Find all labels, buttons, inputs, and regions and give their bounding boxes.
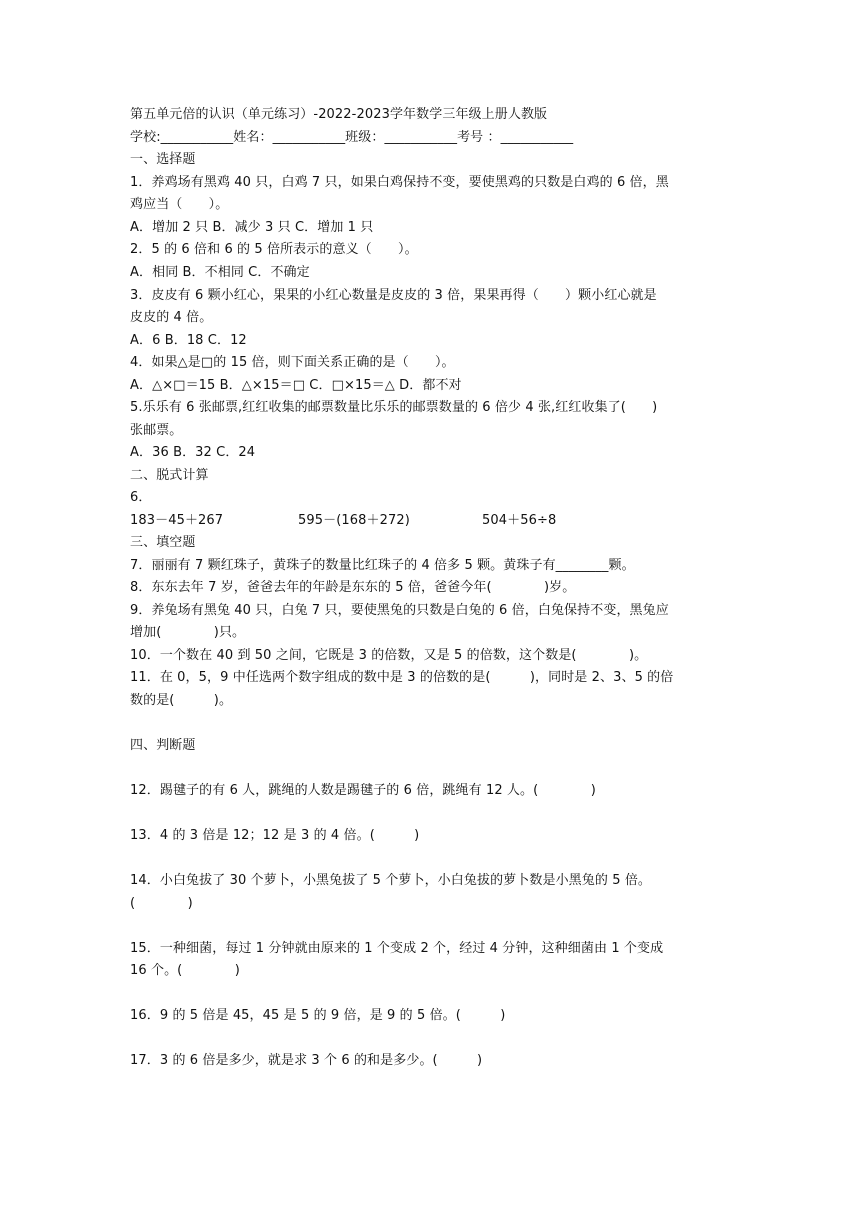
student-info-line: 学校:___________姓名：___________班级：___________考号 ：___________ bbox=[130, 130, 574, 145]
section-heading-true-false: 四、判断题 bbox=[130, 738, 196, 753]
question-5-options: A．36 B．32 C．24 bbox=[130, 445, 256, 460]
question-1-line-2: 鸡应当（ ）。 bbox=[130, 197, 229, 212]
question-12: 12．踢毽子的有 6 人，跳绳的人数是踢毽子的 6 倍，跳绳有 12 人。( ) bbox=[130, 783, 596, 798]
question-5-line-2: 张邮票。 bbox=[130, 423, 183, 438]
question-10: 10．一个数在 40 到 50 之间，它既是 3 的倍数，又是 5 的倍数，这个数是( )。 bbox=[130, 648, 648, 663]
question-13: 13．4 的 3 倍是 12；12 是 3 的 4 倍。( ) bbox=[130, 828, 420, 843]
question-14-line-1: 14．小白兔拔了 30 个萝卜，小黑兔拔了 5 个萝卜，小白兔拔的萝卜数是小黑兔的 5 倍。 bbox=[130, 873, 652, 888]
question-6-label: 6． bbox=[130, 490, 152, 505]
question-8: 8．东东去年 7 岁，爸爸去年的年龄是东东的 5 倍，爸爸今年( )岁。 bbox=[130, 580, 576, 595]
section-heading-calculation: 二、脱式计算 bbox=[130, 468, 209, 483]
question-4-line-1: 4．如果△是□的 15 倍，则下面关系正确的是（ ）。 bbox=[130, 355, 455, 370]
question-11-line-1: 11．在 0，5，9 中任选两个数字组成的数中是 3 的倍数的是( )，同时是 2、3、5 的倍 bbox=[130, 670, 674, 685]
question-9-line-2: 增加( )只。 bbox=[130, 625, 246, 640]
section-heading-choice: 一、选择题 bbox=[130, 152, 196, 167]
question-6-expression-1: 183－45＋267 bbox=[130, 513, 224, 528]
question-3-line-1: 3．皮皮有 6 颗小红心，果果的小红心数量是皮皮的 3 倍，果果再得（ ）颗小红心就是 bbox=[130, 288, 657, 303]
question-11-line-2: 数的是( )。 bbox=[130, 693, 233, 708]
question-14-line-2: ( ) bbox=[130, 896, 193, 911]
question-2-options: A．相同 B．不相同 C．不确定 bbox=[130, 265, 310, 280]
question-3-options: A．6 B．18 C．12 bbox=[130, 333, 247, 348]
question-5-line-1: 5.乐乐有 6 张邮票,红红收集的邮票数量比乐乐的邮票数量的 6 倍少 4 张,红红收集了( ) bbox=[130, 400, 658, 415]
question-2-line-1: 2．5 的 6 倍和 6 的 5 倍所表示的意义（ ）。 bbox=[130, 242, 418, 257]
question-3-line-2: 皮皮的 4 倍。 bbox=[130, 310, 213, 325]
question-16: 16．9 的 5 倍是 45，45 是 5 的 9 倍，是 9 的 5 倍。( ) bbox=[130, 1008, 506, 1023]
question-6-expression-3: 504＋56÷8 bbox=[482, 513, 557, 528]
question-15-line-1: 15．一种细菌，每过 1 分钟就由原来的 1 个变成 2 个，经过 4 分钟，这种细菌由 1 个变成 bbox=[130, 941, 664, 956]
question-7: 7．丽丽有 7 颗红珠子，黄珠子的数量比红珠子的 4 倍多 5 颗。黄珠子有________颗。 bbox=[130, 558, 635, 573]
doc-title: 第五单元倍的认识（单元练习）-2022-2023学年数学三年级上册人教版 bbox=[130, 107, 548, 122]
section-heading-fill-in: 三、填空题 bbox=[130, 535, 196, 550]
question-6-expression-2: 595－(168＋272) bbox=[298, 513, 410, 528]
question-1-options: A．增加 2 只 B．减少 3 只 C．增加 1 只 bbox=[130, 220, 374, 235]
question-9-line-1: 9．养兔场有黑兔 40 只，白兔 7 只，要使黑兔的只数是白兔的 6 倍，白兔保持不变，黑兔应 bbox=[130, 603, 669, 618]
question-1-line-1: 1．养鸡场有黑鸡 40 只，白鸡 7 只，如果白鸡保持不变，要使黑鸡的只数是白鸡的 6 倍，黑 bbox=[130, 175, 669, 190]
question-15-line-2: 16 个。( ) bbox=[130, 963, 240, 978]
question-17: 17．3 的 6 倍是多少，就是求 3 个 6 的和是多少。( ) bbox=[130, 1053, 483, 1068]
question-4-options: A．△×□＝15 B．△×15＝□ C．□×15＝△ D．都不对 bbox=[130, 378, 462, 393]
